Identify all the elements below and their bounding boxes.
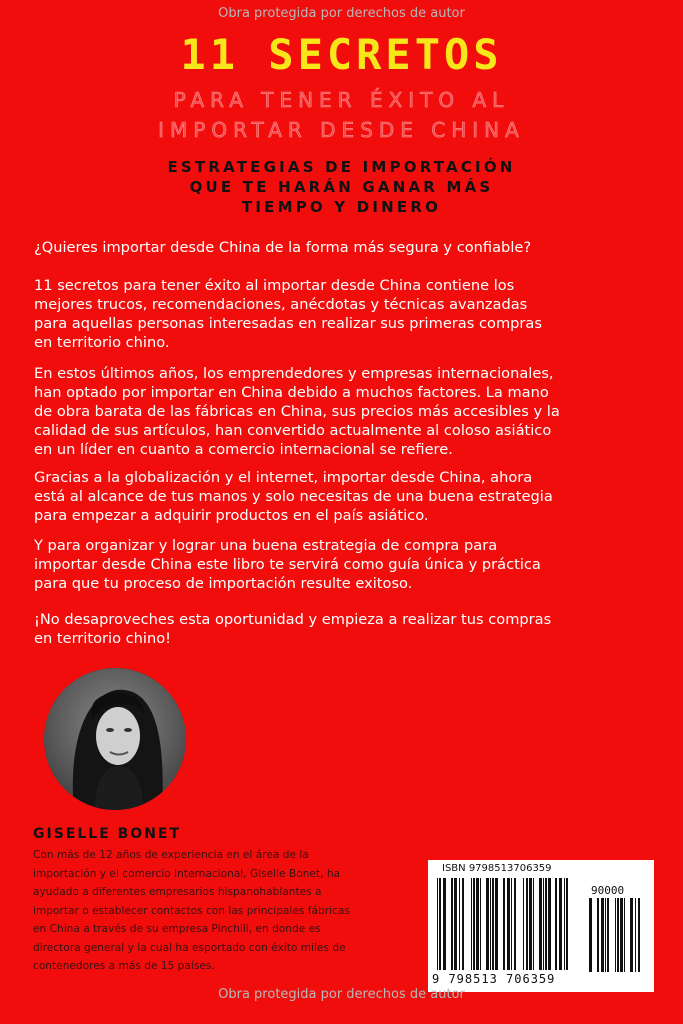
barcode-bar bbox=[437, 878, 438, 970]
barcode-bar bbox=[443, 878, 446, 970]
barcode-bar bbox=[545, 878, 547, 970]
paragraph-intro bbox=[34, 238, 654, 257]
paragraph-line: ¡No desaproveches esta oportunidad y empieza a realizar tus compras bbox=[34, 611, 552, 628]
paragraph-line: En estos últimos años, los emprendedores y empresas internacionales, bbox=[34, 365, 554, 382]
paragraph-line: para que tu proceso de importación resulte exitoso. bbox=[34, 575, 413, 592]
barcode-bar bbox=[638, 898, 640, 972]
paragraph-book-contents bbox=[34, 276, 654, 352]
paragraph-line: han optado por importar en China debido a muchos factores. La mano bbox=[34, 384, 549, 401]
barcode-bar bbox=[559, 878, 562, 970]
barcode-bar bbox=[635, 898, 636, 972]
paragraph-call-to-action bbox=[34, 610, 654, 648]
watermark-bottom: Obra protegida por derechos de autor bbox=[218, 987, 465, 1002]
barcode-bar bbox=[539, 878, 542, 970]
barcode-bar bbox=[507, 878, 510, 970]
paragraph-line: en un líder en cuanto a comercio internacional se refiere. bbox=[34, 441, 453, 458]
barcode-bar bbox=[490, 878, 491, 970]
bio-line: importación y el comercio internacional, Giselle Bonet, ha bbox=[33, 867, 341, 880]
bio-line: importar o establecer contactos con las principales fábricas bbox=[33, 904, 350, 917]
barcode-bar bbox=[617, 898, 619, 972]
author-photo bbox=[44, 668, 186, 810]
author-name: GISELLE BONET bbox=[33, 826, 182, 842]
barcode-bar bbox=[471, 878, 472, 970]
isbn-label: ISBN 9798513706359 bbox=[442, 863, 552, 874]
paragraph-line: Y para organizar y lograr una buena estrategia de compra para bbox=[34, 537, 498, 554]
barcode-bar bbox=[473, 878, 475, 970]
paragraph-line: de obra barata de las fábricas en China, sus precios más accesibles y la bbox=[34, 403, 560, 420]
bio-line: en China a través de su empresa Pinchili, en donde es bbox=[33, 923, 321, 935]
price-barcode bbox=[588, 898, 642, 974]
author-bio bbox=[33, 846, 413, 976]
paragraph-line: en territorio chino. bbox=[34, 334, 170, 351]
barcode-bar bbox=[601, 898, 604, 972]
book-subtitle-line2: IMPORTAR DESDE CHINA bbox=[158, 118, 525, 142]
barcode-bar bbox=[511, 878, 512, 970]
barcode-bar bbox=[476, 878, 479, 970]
barcode-bar bbox=[492, 878, 494, 970]
barcode-bar bbox=[620, 898, 623, 972]
barcode-bar bbox=[566, 878, 568, 970]
barcode-bar bbox=[439, 878, 441, 970]
price-code: 90000 bbox=[591, 884, 625, 897]
paragraph-line: para empezar a adquirir productos en el país asiático. bbox=[34, 507, 429, 524]
barcode-bar bbox=[624, 898, 625, 972]
bio-line: directora general y la cual ha esportado con éxito miles de bbox=[33, 941, 346, 954]
barcode-bar bbox=[514, 878, 516, 970]
paragraph-line: en territorio chino! bbox=[34, 630, 171, 647]
paragraph-line: está al alcance de tus manos y solo necesitas de una buena estrategia bbox=[34, 488, 553, 505]
paragraph-strategy bbox=[34, 536, 654, 593]
paragraph-line: Gracias a la globalización y el internet, importar desde China, ahora bbox=[34, 469, 533, 486]
barcode-bar bbox=[495, 878, 498, 970]
isbn-barcode-box bbox=[428, 860, 654, 992]
barcode-bar bbox=[526, 878, 528, 970]
paragraph-line: 11 secretos para tener éxito al importar desde China contiene los bbox=[34, 277, 515, 294]
barcode-bar bbox=[523, 878, 524, 970]
book-title: 11 SECRETOS bbox=[180, 30, 503, 79]
barcode-bar bbox=[597, 898, 599, 972]
barcode-bar bbox=[615, 898, 616, 972]
paragraph-line: mejores trucos, recomendaciones, anécdotas y técnicas avanzadas bbox=[34, 296, 528, 313]
barcode-bar bbox=[451, 878, 453, 970]
paragraph-line: para aquellas personas interesadas en realizar sus primeras compras bbox=[34, 315, 542, 332]
tagline-line1: ESTRATEGIAS DE IMPORTACIÓN bbox=[167, 158, 516, 176]
barcode-bar bbox=[589, 898, 592, 972]
barcode-bar bbox=[548, 878, 551, 970]
ean-digits: 9 798513 706359 bbox=[432, 972, 556, 986]
paragraph-line: importar desde China este libro te servirá como guía única y práctica bbox=[34, 556, 541, 573]
barcode-bar bbox=[480, 878, 481, 970]
barcode-bar bbox=[462, 878, 464, 970]
barcode-bar bbox=[454, 878, 457, 970]
barcode-bar bbox=[607, 898, 609, 972]
tagline-line3: TIEMPO Y DINERO bbox=[241, 198, 442, 216]
barcode-bar bbox=[555, 878, 557, 970]
barcode-bar bbox=[533, 878, 534, 970]
barcode-bar bbox=[486, 878, 489, 970]
barcode-bar bbox=[564, 878, 565, 970]
barcode-bar bbox=[630, 898, 633, 972]
barcode-bar bbox=[459, 878, 460, 970]
bio-line: contenedores a más de 15 países. bbox=[33, 960, 215, 972]
barcode-bar bbox=[503, 878, 505, 970]
watermark-top: Obra protegida por derechos de autor bbox=[218, 6, 465, 21]
ean-barcode bbox=[436, 878, 576, 974]
paragraph-market bbox=[34, 364, 654, 459]
paragraph-globalization bbox=[34, 468, 654, 525]
book-subtitle-line1: PARA TENER ÉXITO AL bbox=[173, 88, 510, 112]
tagline-line2: QUE TE HARÁN GANAR MÁS bbox=[189, 178, 494, 196]
bio-line: Con más de 12 años de experiencia en el área de la bbox=[33, 849, 309, 861]
paragraph-line: ¿Quieres importar desde China de la forma más segura y confiable? bbox=[34, 239, 532, 256]
bio-line: ayudado a diferentes empresarios hispanohablantes a bbox=[33, 886, 322, 898]
paragraph-line: calidad de sus artículos, han convertido actualmente al coloso asiático bbox=[34, 422, 552, 439]
barcode-bar bbox=[529, 878, 532, 970]
barcode-bar bbox=[605, 898, 606, 972]
barcode-bar bbox=[543, 878, 544, 970]
